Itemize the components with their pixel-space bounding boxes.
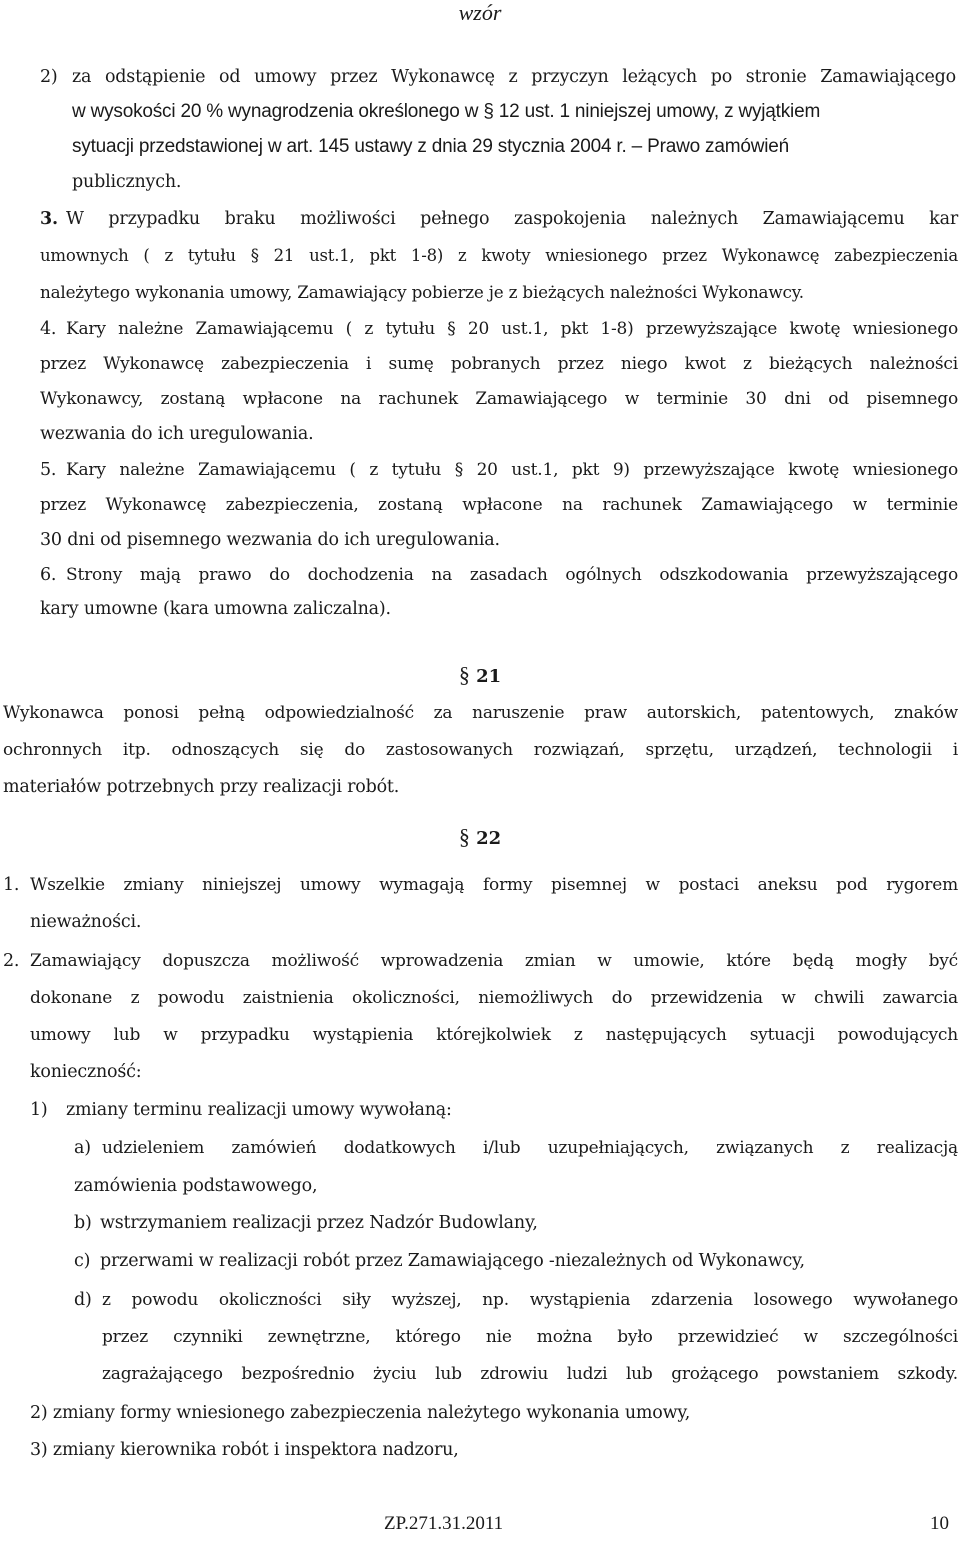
section-number: 22 [476, 828, 502, 849]
footer-reference: ZP.271.31.2011 [384, 1513, 504, 1534]
item-number: 3. [40, 209, 58, 229]
text-line: zagrażającego bezpośrednio życiu lub zdrowiu ludzi lub grożącego powstaniem szkody. [102, 1364, 958, 1384]
section-sign: § [458, 662, 470, 687]
text-line: za odstąpienie od umowy przez Wykonawcę z przyczyn leżących po stronie Zamawiającego [72, 67, 956, 87]
text-line: przerwami w realizacji robót przez Zamawiającego -niezależnych od Wykonawcy, [100, 1251, 805, 1271]
section-number: 21 [476, 666, 502, 687]
item-number: 2. [3, 951, 20, 971]
text-line: 30 dni od pisemnego wezwania do ich uregulowania. [40, 530, 500, 550]
item-number: d) [74, 1290, 92, 1310]
text-line: konieczność: [30, 1062, 142, 1082]
text-line: przez Wykonawcę zabezpieczenia i sumę pobranych przez niego kwot z bieżących należności [40, 354, 958, 374]
text-line: dokonane z powodu zaistnienia okoliczności, niemożliwych do przewidzenia w chwili zawarcia [30, 988, 958, 1008]
text-line: Zamawiający dopuszcza możliwość wprowadzenia zmian w umowie, które będą mogły być [30, 951, 958, 971]
text-line: z powodu okoliczności siły wyższej, np. wystąpienia zdarzenia losowego wywołanego [102, 1290, 958, 1310]
section-heading-21 [0, 664, 960, 688]
text-line: Wykonawca ponosi pełną odpowiedzialność za naruszenie praw autorskich, patentowych, znaków [3, 703, 958, 723]
item-number: a) [74, 1138, 91, 1158]
text-line: Strony mają prawo do dochodzenia na zasadach ogólnych odszkodowania przewyższającego [66, 565, 958, 585]
section-heading-22 [0, 826, 960, 850]
text-line: materiałów potrzebnych przy realizacji robót. [3, 777, 400, 797]
item-number: 5. [40, 460, 57, 480]
item-number: 1. [3, 875, 20, 895]
text-line: Kary należne Zamawiającemu ( z tytułu § 20 ust.1, pkt 1-8) przewyższające kwotę wniesionego [66, 319, 958, 339]
item-number: 1) [30, 1100, 48, 1120]
text-line: umownych ( z tytułu § 21 ust.1, pkt 1-8) z kwoty wniesionego przez Wykonawcę zabezpieczenia [40, 246, 958, 265]
item-number: 2) [40, 67, 58, 87]
item-number: b) [74, 1213, 92, 1233]
text-line: publicznych. [72, 172, 182, 192]
text-line: zmiany terminu realizacji umowy wywołaną: [66, 1100, 452, 1120]
subitem-2: 2) zmiany formy wniesionego zabezpieczenia należytego wykonania umowy, [30, 1403, 691, 1423]
text-line: nieważności. [30, 912, 142, 932]
item-number: 4. [40, 319, 57, 339]
text-line: wezwania do ich uregulowania. [40, 424, 314, 444]
text-line: umowy lub w przypadku wystąpienia którejkolwiek z następujących sytuacji powodujących [30, 1025, 958, 1045]
text-line: ochronnych itp. odnoszących się do zastosowanych rozwiązań, sprzętu, urządzeń, technologii i [3, 740, 958, 760]
text-line: wstrzymaniem realizacji przez Nadzór Budowlany, [100, 1213, 538, 1233]
text-line: kary umowne (kara umowna zaliczalna). [40, 599, 391, 619]
text-line: zamówienia podstawowego, [74, 1176, 318, 1196]
text-line: w wysokości 20 % wynagrodzenia określonego w § 12 ust. 1 niniejszej umowy, z wyjątkiem [72, 101, 821, 122]
text-line: sytuacji przedstawionej w art. 145 ustawy z dnia 29 stycznia 2004 r. – Prawo zamówień [72, 136, 789, 157]
text-line: przez Wykonawcę zabezpieczenia, zostaną wpłacone na rachunek Zamawiającego w terminie [40, 495, 958, 515]
text-line: Kary należne Zamawiającemu ( z tytułu § 20 ust.1, pkt 9) przewyższające kwotę wniesionego [66, 460, 958, 480]
header-mark: wzór [458, 0, 502, 25]
section-sign: § [458, 824, 470, 849]
text-line: należytego wykonania umowy, Zamawiający pobierze je z bieżących należności Wykonawcy. [40, 282, 804, 302]
text-line: przez czynniki zewnętrzne, którego nie można było przewidzieć w szczególności [102, 1327, 958, 1347]
page-number: 10 [930, 1513, 949, 1534]
text-line: W przypadku braku możliwości pełnego zaspokojenia należnych Zamawiającemu kar [66, 209, 958, 229]
text-line: Wykonawcy, zostaną wpłacone na rachunek Zamawiającego w terminie 30 dni od pisemnego [40, 389, 958, 409]
item-number: 6. [40, 565, 57, 585]
item-number: c) [74, 1251, 91, 1271]
text-line: Wszelkie zmiany niniejszej umowy wymagają formy pisemnej w postaci aneksu pod rygorem [30, 875, 958, 895]
subitem-3: 3) zmiany kierownika robót i inspektora nadzoru, [30, 1440, 459, 1460]
text-line: udzieleniem zamówień dodatkowych i/lub uzupełniających, związanych z realizacją [102, 1138, 958, 1158]
